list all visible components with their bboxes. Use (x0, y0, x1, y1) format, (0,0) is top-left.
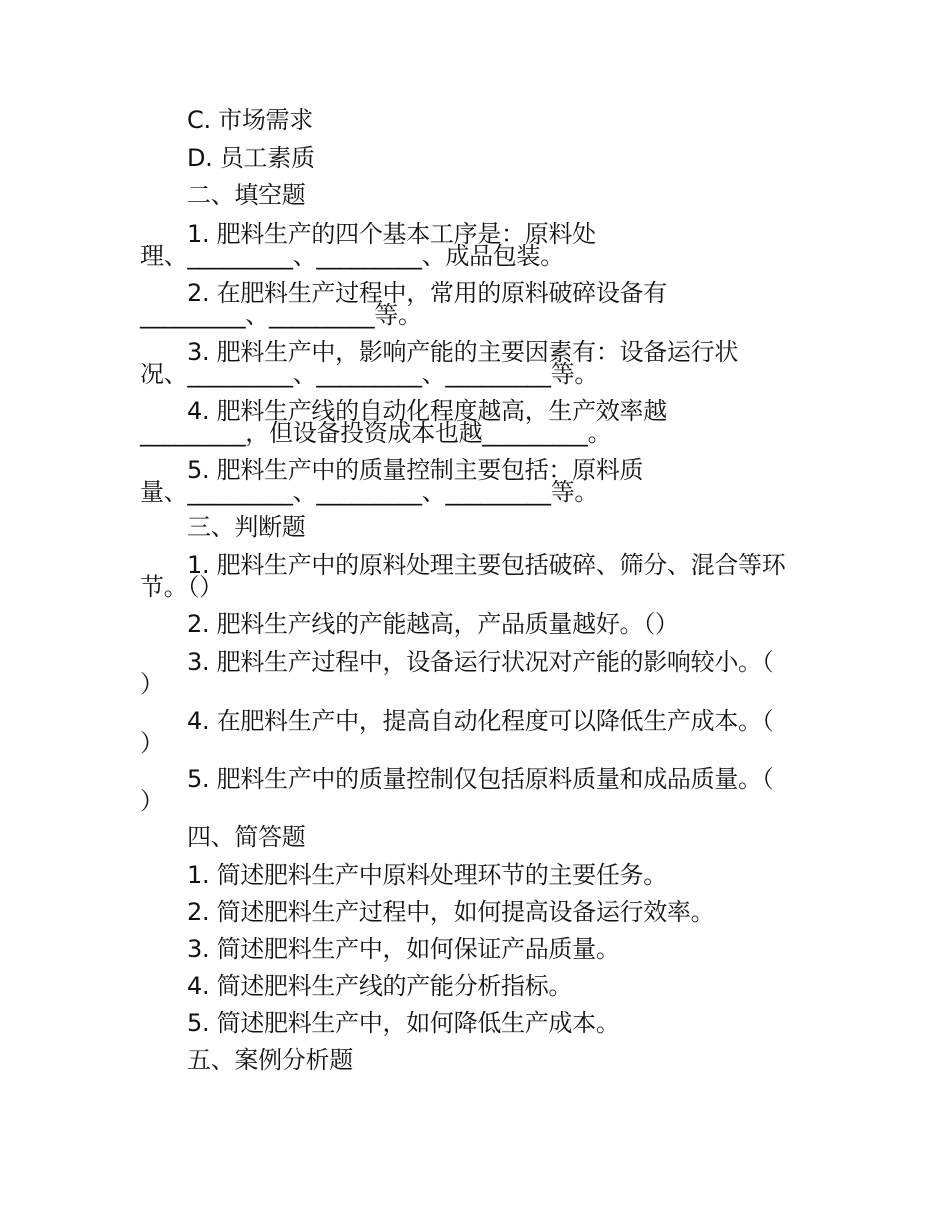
option-d: D. 员工素质 (187, 144, 315, 172)
short-answer-q1: 1. 简述肥料生产中原料处理环节的主要任务。 (187, 861, 667, 889)
true-false-q4-line1: 4. 在肥料生产中，提高自动化程度可以降低生产成本。（ (187, 707, 774, 735)
true-false-q5-line2: ） (140, 787, 164, 815)
short-answer-q5: 5. 简述肥料生产中，如何降低生产成本。 (187, 1009, 620, 1037)
true-false-q3-line1: 3. 肥料生产过程中，设备运行状况对产能的影响较小。（ (187, 648, 774, 676)
true-false-q2: 2. 肥料生产线的产能越高，产品质量越好。（） (187, 610, 679, 638)
true-false-q1-line1: 1. 肥料生产中的原料处理主要包括破碎、筛分、混合等环 (187, 551, 786, 579)
fill-blank-q4-line2: _________，但设备投资成本也越_________。 (140, 419, 612, 447)
true-false-q5-line1: 5. 肥料生产中的质量控制仅包括原料质量和成品质量。（ (187, 765, 774, 793)
short-answer-q2: 2. 简述肥料生产过程中，如何提高设备运行效率。 (187, 898, 715, 926)
fill-blank-heading: 二、填空题 (187, 181, 306, 209)
fill-blank-q1-line2: 理、_________、_________、成品包装。 (140, 242, 564, 270)
fill-blank-q3-line1: 3. 肥料生产中，影响产能的主要因素有：设备运行状 (187, 338, 739, 366)
short-answer-q4: 4. 简述肥料生产线的产能分析指标。 (187, 972, 573, 1000)
short-answer-q3: 3. 简述肥料生产中，如何保证产品质量。 (187, 935, 620, 963)
true-false-q1-line2: 节。（） (140, 573, 223, 601)
fill-blank-q4-line1: 4. 肥料生产线的自动化程度越高，生产效率越 (187, 397, 667, 425)
fill-blank-q5-line2: 量、_________、_________、_________等。 (140, 478, 599, 506)
fill-blank-q2-line2: _________、_________等。 (140, 301, 422, 329)
true-false-q3-line2: ） (140, 670, 164, 698)
option-c: C. 市场需求 (187, 106, 313, 134)
fill-blank-q5-line1: 5. 肥料生产中的质量控制主要包括：原料质 (187, 456, 644, 484)
true-false-heading: 三、判断题 (187, 513, 306, 541)
fill-blank-q1-line1: 1. 肥料生产的四个基本工序是：原料处 (187, 220, 596, 248)
true-false-q4-line2: ） (140, 729, 164, 757)
case-analysis-heading: 五、案例分析题 (187, 1046, 353, 1074)
fill-blank-q2-line1: 2. 在肥料生产过程中，常用的原料破碎设备有 (187, 279, 667, 307)
fill-blank-q3-line2: 况、_________、_________、_________等。 (140, 360, 599, 388)
short-answer-heading: 四、简答题 (187, 823, 306, 851)
